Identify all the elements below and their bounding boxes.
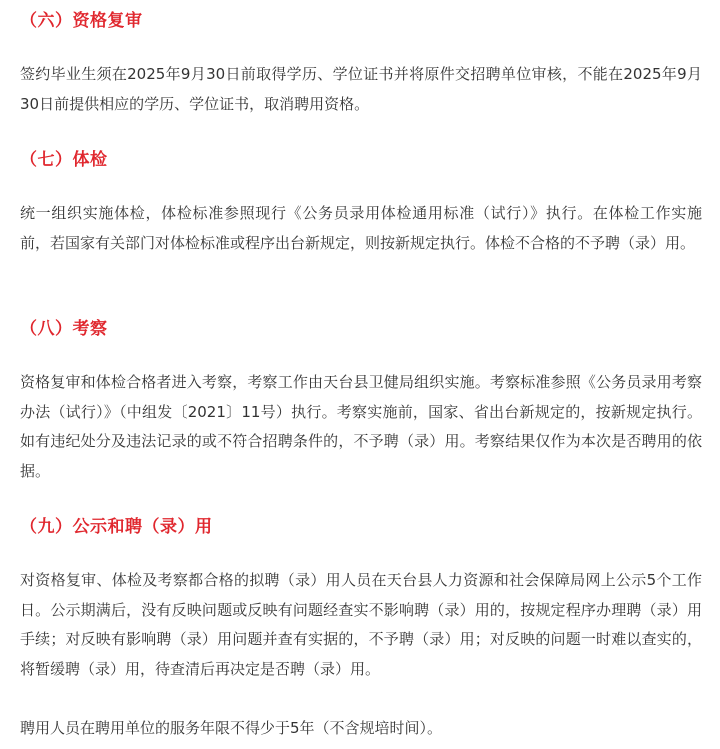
section-heading-8: （八）考察 [20,319,108,339]
section-9-paragraph-1: 对资格复审、体检及考察都合格的拟聘（录）用人员在天台县人力资源和社会保障局网上公示5个工作日。公示期满后，没有反映问题或反映有问题经查实不影响聘（录）用的，按规定程序办理聘（录）用手续；对反映有影响聘（录）用问题并查有实据的，不予聘（录）用；对反映的问题一时难以查实的，将暂缓聘（录）用，待查清后再决定是否聘（录）用。 [20,571,702,678]
section-9-paragraph-2: 聘用人员在聘用单位的服务年限不得少于5年（不含规培时间）。 [20,719,443,737]
section-7-paragraph: 统一组织实施体检，体检标准参照现行《公务员录用体检通用标准（试行）》执行。在体检工作实施前，若国家有关部门对体检标准或程序出台新规定，则按新规定执行。体检不合格的不予聘（录）用。 [20,204,702,252]
section-heading-6: （六）资格复审 [20,11,143,31]
section-heading-9: （九）公示和聘（录）用 [20,517,213,537]
section-6-paragraph: 签约毕业生须在2025年9月30日前取得学历、学位证书并将原件交招聘单位审核，不能在2025年9月30日前提供相应的学历、学位证书，取消聘用资格。 [20,65,702,113]
section-8-paragraph: 资格复审和体检合格者进入考察，考察工作由天台县卫健局组织实施。考察标准参照《公务员录用考察办法（试行）》（中组发〔2021〕11号）执行。考察实施前，国家、省出台新规定的，按新规定执行。如有违纪处分及违法记录的或不符合招聘条件的，不予聘（录）用。考察结果仅作为本次是否聘用的依据。 [20,373,702,480]
section-heading-7: （七）体检 [20,150,108,170]
